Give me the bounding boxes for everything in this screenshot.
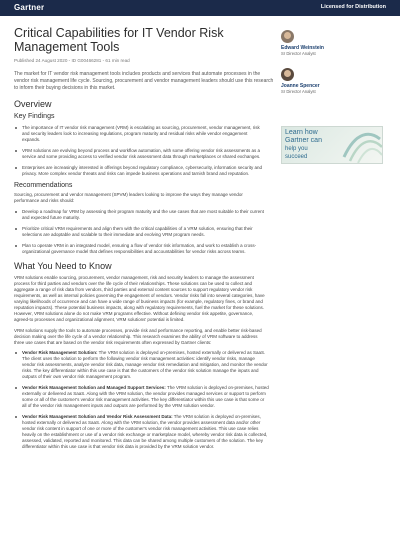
gartner-logo[interactable]: Gartner — [14, 3, 45, 12]
list-item: Enterprises are increasingly interested in offerings beyond regulatory compliance, cybersecurity, information security and privacy. More complex vendor threats and risks can impede business operations and tarnish brand and reputation. — [14, 165, 266, 177]
list-item: Prioritize critical VRM requirements and align them with the critical capabilities of a VRM solution, ensuring that their selections are adoptable and scalable to their immediate and evolving VRM program needs. — [14, 226, 266, 238]
author-role: Sr Director Analyst — [281, 51, 316, 56]
need-to-know-para-2: VRM solutions supply the tools to automate processes, provide risk and performance reporting, and enable better risk-based decision making over the life cycle of a vendor relationship. This research examines the ability of VRM software to address three use cases that are based on the vendor risk requirements often expressed by Gartner clients: — [14, 328, 262, 345]
promo-line-2: Gartner can — [285, 137, 322, 144]
article — [14, 26, 274, 455]
promo-line-3: help you — [285, 146, 308, 152]
overview-heading: Overview — [14, 99, 52, 109]
key-findings-list — [14, 125, 266, 177]
license-label: Licensed for Distribution — [320, 4, 386, 10]
publication-info: Published 24 August 2020 - ID G00466281 - 61 min read — [14, 58, 130, 63]
need-to-know-para-1: VRM solutions enable sourcing, procurement, vendor management, risk and security leaders to manage the assessment process for third parties and vendors over the life cycle of their relationships. These solutions can be used to collect and aggregate a range of risk data from vendors, third parties and external content sources to support regulatory vendor risk requirements, as well as internal policies governing the engagement of vendors. Vendor risks fall into several categories, have varying likelihoods of occurrence and can have a wide range of business impacts (for example, regulatory fines, or brand and reputation impacts). These potential business impacts, along with regulatory requirements, fuel the market for these solutions. However, VRM solutions alone do not make VRM programs effective. Without defining vendor risk appetite, governance, agreed-to processes and organizational alignment, VRM solutions' potential is limited. — [14, 275, 265, 322]
use-case-label: Vendor Risk Management Solution and Vendor Risk Assessment Data: — [22, 414, 173, 419]
swirl-graphic-icon — [340, 127, 382, 163]
recommendations-heading: Recommendations — [14, 182, 73, 189]
use-case-list — [14, 350, 269, 450]
avatar — [281, 68, 294, 81]
promo-banner[interactable] — [281, 126, 383, 164]
list-item: Vendor Risk Management Solution: The VRM solution is deployed on-premises, hosted externally or delivered as SaaS. The client uses the solution to perform the following vendor risk management activities: identify vendor risks, manage vendor risk assessments, analyze vendor risk data, manage vendor risk remediation and mitigation, and monitor the vendor risks. The key differentiator within this use case is that the customers of the vendor risk solution manage the inputs and outputs of their own vendor risk management program. — [14, 350, 269, 380]
recommendations-list — [14, 209, 266, 255]
avatar — [281, 30, 294, 43]
list-item: Vendor Risk Management Solution and Managed Support Services: The VRM solution is deployed on-premises, hosted externally or delivered as SaaS. Along with the VRM solution, the vendor provides managed services or support to perform some or all of the customer's vendor risk management activities. The key differentiator within this use case is that some or all of the vendor risk management inputs and outputs are performed by the VRM solution vendor. — [14, 385, 269, 409]
author-sidebar — [281, 30, 386, 100]
page-title: Critical Capabilities for IT Vendor Risk Management Tools — [14, 26, 224, 54]
use-case-label: Vendor Risk Management Solution: — [22, 350, 98, 355]
key-findings-heading: Key Findings — [14, 113, 55, 120]
list-item: Develop a roadmap for VRM by assessing their program maturity and the use cases that are most suitable to their current and expected future maturity. — [14, 209, 266, 221]
author-card[interactable] — [281, 30, 386, 62]
list-item: The importance of IT vendor risk management (VRM) is escalating as sourcing, procurement, vendor management, risk and security leaders look to increasing regulations, program maturity and residual risks while vendor engagement expands. — [14, 125, 266, 143]
recommendations-intro: Sourcing, procurement and vendor management (SPVM) leaders looking to improve the ways they manage vendor performance and risks should: — [14, 192, 243, 203]
list-item: VRM solutions are evolving beyond process and workflow automation, with some offering vendor risk assessments as a service and some providing access to verified vendor risk assessment data through marketplaces or shared exchanges. — [14, 148, 266, 160]
list-item: Vendor Risk Management Solution and Vendor Risk Assessment Data: The VRM solution is deployed on-premises, hosted externally or delivered as SaaS. Along with the VRM solution, the vendor provides assessment data and/or other vendor risk content in support of one or more of the customer's vendor risk management activities. This use case relies heavily on the establishment or use of a vendor risk exchange or marketplace model, whereby vendor risk data is collected, assessed, validated, reported and monitored. This data can be shared among multiple customers of the solution. The key differentiator within this use case is that vendor risk data is provided by the VRM solution vendor. — [14, 414, 269, 450]
intro-summary: The market for IT vendor risk management tools includes products and services that automate processes in the vendor risk management life cycle. Sourcing, procurement and vendor management leaders should use this research to inform their buying decisions in this market. — [14, 71, 274, 91]
use-case-label: Vendor Risk Management Solution and Managed Support Services: — [22, 385, 166, 390]
list-item: Plan to operate VRM in an integrated model, ensuring a flow of vendor risk information, and work to establish a cross-organizational governance model that defines responsibilities and accountabilities for vendor risks across teams. — [14, 243, 266, 255]
promo-line-1: Learn how — [285, 129, 318, 136]
need-to-know-heading: What You Need to Know — [14, 261, 112, 271]
author-name[interactable]: Joanne Spencer — [281, 83, 320, 89]
top-bar — [0, 0, 400, 16]
author-card[interactable] — [281, 68, 386, 100]
promo-line-4: succeed — [285, 154, 308, 160]
author-role: Sr Director Analyst — [281, 89, 316, 94]
author-name[interactable]: Edward Weinstein — [281, 45, 324, 51]
